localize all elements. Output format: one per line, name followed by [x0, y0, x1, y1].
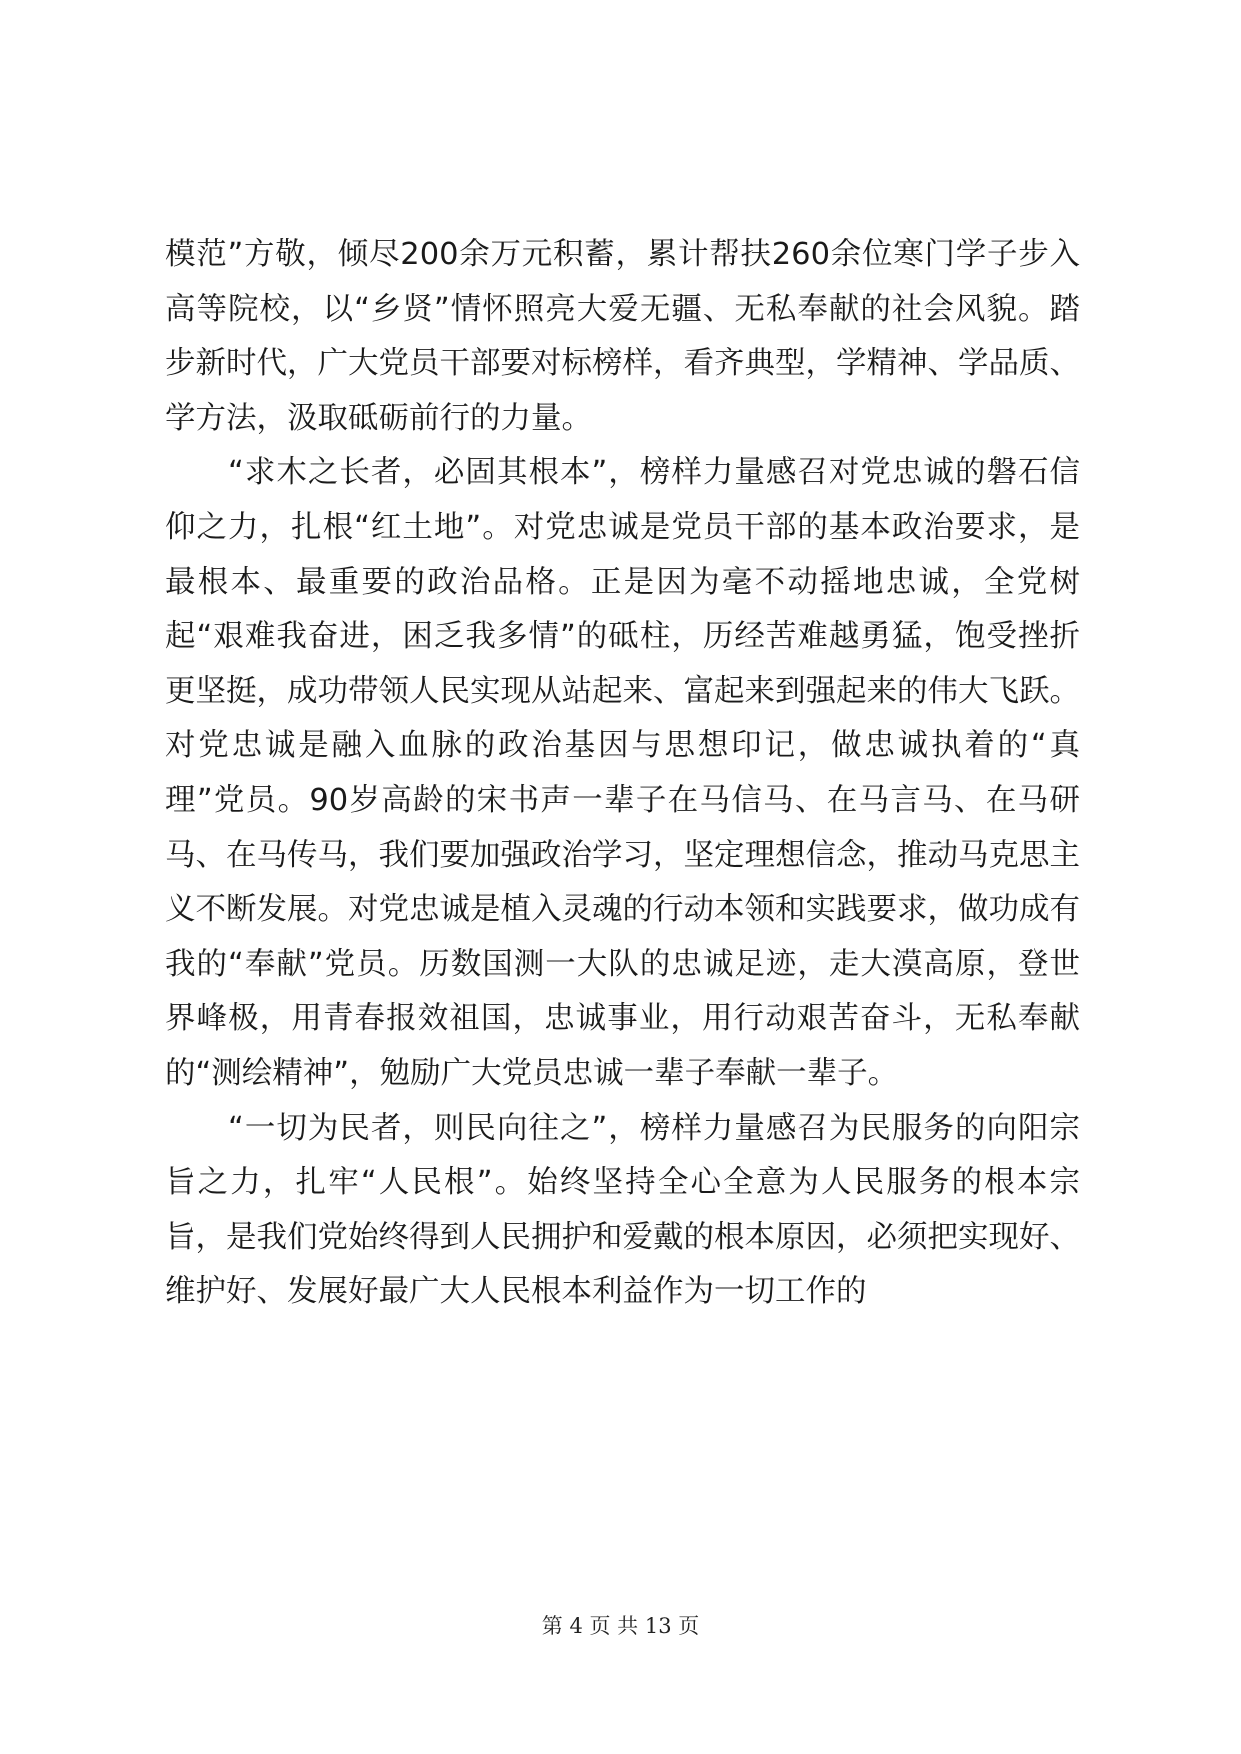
page-number-footer: 第 4 页 共 13 页: [541, 1614, 700, 1638]
paragraph-continuation: 模范”方敬，倾尽200余万元积蓄，累计帮扶260余位寒门学子步入高等院校，以“乡贤”情怀照亮大爱无疆、无私奉献的社会风貌。踏步新时代，广大党员干部要对标榜样，看齐典型，学精神、学品质、学方法，汲取砥砺前行的力量。: [165, 237, 1080, 436]
paragraph-loyalty: “求木之长者，必固其根本”，榜样力量感召对党忠诚的磐石信仰之力，扎根“红土地”。对党忠诚是党员干部的基本政治要求，是最根本、最重要的政治品格。正是因为毫不动摇地忠诚，全党树起“艰难我奋进，困乏我多情”的砥柱，历经苦难越勇猛，饱受挫折更坚挺，成功带领人民实现从站起来、富起来到强起来的伟大飞跃。对党忠诚是融入血脉的政治基因与思想印记，做忠诚执着的“真理”党员。90岁高龄的宋书声一辈子在马信马、在马言马、在马研马、在马传马，我们要加强政治学习，坚定理想信念，推动马克思主义不断发展。对党忠诚是植入灵魂的行动本领和实践要求，做功成有我的“奉献”党员。历数国测一大队的忠诚足迹，走大漠高原，登世界峰极，用青春报效祖国，忠诚事业，用行动艰苦奋斗，无私奉献的“测绘精神”，勉励广大党员忠诚一辈子奉献一辈子。: [165, 455, 1080, 1091]
document-body: [165, 228, 1080, 1320]
paragraph-serve-people: “一切为民者，则民向往之”，榜样力量感召为民服务的向阳宗旨之力，扎牢“人民根”。始终坚持全心全意为人民服务的根本宗旨，是我们党始终得到人民拥护和爱戴的根本原因，必须把实现好、维护好、发展好最广大人民根本利益作为一切工作的: [165, 1110, 1080, 1310]
